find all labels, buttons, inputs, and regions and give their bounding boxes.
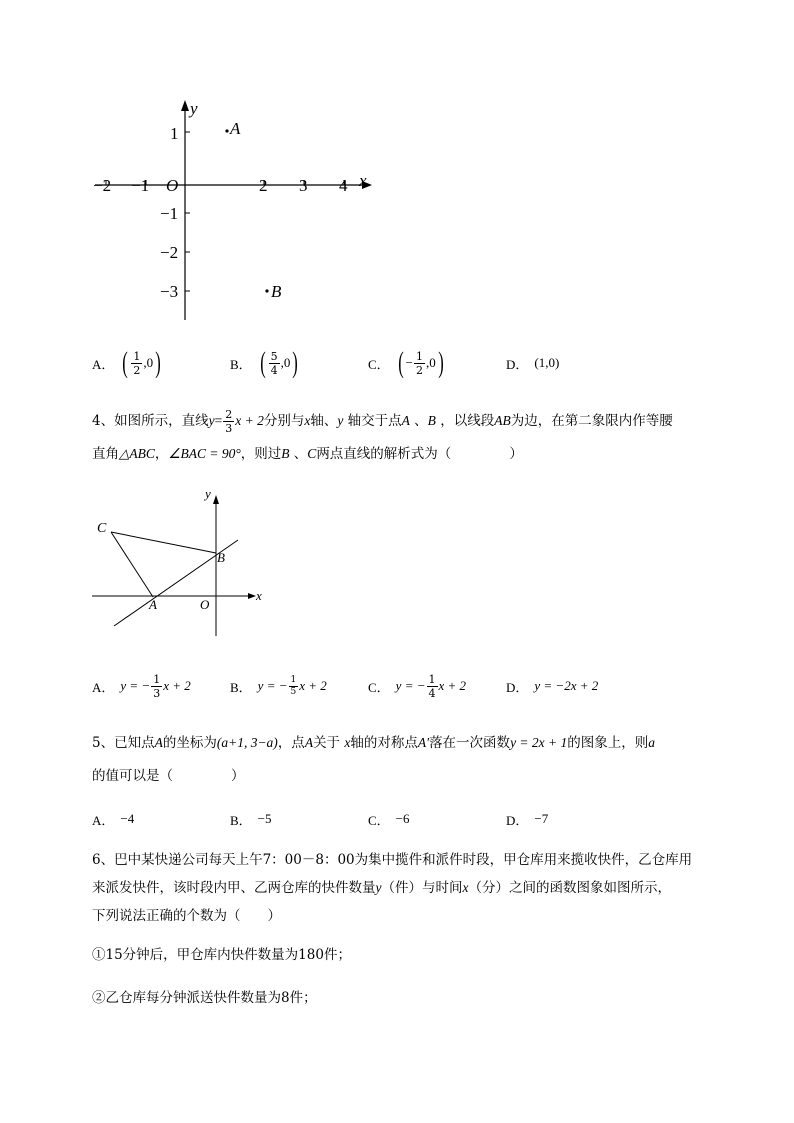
q3-option-d[interactable]: D． (1,0): [506, 355, 560, 372]
segment-cb: [111, 532, 216, 553]
fig1-x-tick-4: 4: [339, 176, 348, 195]
q3-option-c[interactable]: C． ( − $\frac{1}{2}$ ,0 ): [368, 346, 444, 379]
fig2-y-label: y: [205, 486, 211, 501]
q5-line-1: 5、已知点A的坐标为(a+1, 3−a)，点A关于 x轴的对称点A′落在一次函数y = 2x + 1的图象上，则a: [92, 735, 656, 751]
question-5: [92, 728, 752, 791]
fig1-x-tick-neg1: −1: [131, 176, 150, 195]
q5-line-2: 的值可以是（ ）: [92, 768, 245, 784]
fig1-origin-label: O: [166, 176, 179, 195]
fig2-o-label: O: [200, 597, 210, 612]
fig2-a-label: A: [149, 597, 157, 612]
q4-option-d[interactable]: D． y = −2x + 2: [506, 678, 599, 695]
q4-line-1: 4、如图所示，直线y= $\frac{2}{3}$ x + 2分别与x轴、y 轴交于点A 、B ，以线段AB为边，在第二象限内作等腰: [92, 408, 673, 435]
fig1-y-tick-neg1: −1: [160, 204, 179, 223]
q6-line-1: 6、巴中某快递公司每天上午7：00－8：00为集中揽件和派件时段，甲仓库用来揽收快件，乙仓库用: [92, 852, 693, 868]
q6-line-3: 下列说法正确的个数为（ ）: [92, 908, 281, 924]
fig2-c-label: C: [97, 521, 107, 536]
question-4: [92, 406, 752, 469]
y-axis-arrow-2: [213, 495, 219, 504]
q5-option-d[interactable]: D． −7: [506, 811, 549, 828]
fig1-y-tick-neg3: −3: [160, 282, 179, 301]
q5-option-a[interactable]: A． −4: [92, 811, 135, 828]
x-axis-arrow-2: [248, 593, 256, 599]
q6-statement-1: ①15分钟后，甲仓库内快件数量为180件；: [92, 947, 351, 963]
q5-option-b[interactable]: B． −5: [230, 811, 272, 828]
q6-line-2: 来派发快件，该时段内甲、乙两仓库的快件数量y（件）与时间x（分）之间的函数图象如图所示，: [92, 880, 671, 896]
fig2-b-label: B: [217, 550, 225, 565]
q3-options: [92, 343, 752, 383]
point-b-dot: [265, 289, 268, 292]
question-6: [92, 846, 752, 930]
fig1-y-label: y: [190, 99, 198, 118]
q4-option-b[interactable]: B． y = − $\frac{1}{5}$ x + 2: [230, 674, 327, 697]
q6-statement-2: ②乙仓库每分钟派送快件数量为8件；: [92, 990, 317, 1006]
q4-options: [92, 666, 752, 706]
fig1-y-tick-neg2: −2: [160, 243, 179, 262]
fig1-x-label: x: [359, 171, 367, 190]
q4-option-c[interactable]: C． y = − $\frac{1}{4}$ x + 2: [368, 672, 467, 700]
fig1-point-a-label: A: [230, 119, 241, 138]
fig1-point-b-label: B: [271, 282, 282, 301]
fig1-y-tick-1: 1: [170, 124, 179, 143]
q5-options: [92, 799, 752, 839]
fig1-x-tick-3: 3: [299, 176, 308, 195]
q3-option-a[interactable]: A． ( $\frac{1}{2}$ ,0 ): [92, 346, 161, 379]
y-axis-arrow-1: [181, 100, 189, 111]
fig1-x-tick-neg2: −2: [93, 176, 112, 195]
q5-option-c[interactable]: C． −6: [368, 811, 410, 828]
q4-line-2: 直角△ABC，∠BAC = 90°，则过B 、C两点直线的解析式为（ ）: [92, 446, 523, 462]
fig1-x-tick-2: 2: [259, 176, 268, 195]
q3-option-b[interactable]: B． ( $\frac{5}{4}$ ,0 ): [230, 346, 299, 379]
point-a-dot: [225, 129, 228, 132]
q4-option-a[interactable]: A． y = − $\frac{1}{3}$ x + 2: [92, 672, 191, 700]
triangle-figure-2: [90, 488, 270, 640]
fig2-x-label: x: [256, 588, 262, 603]
segment-ca: [111, 532, 153, 597]
